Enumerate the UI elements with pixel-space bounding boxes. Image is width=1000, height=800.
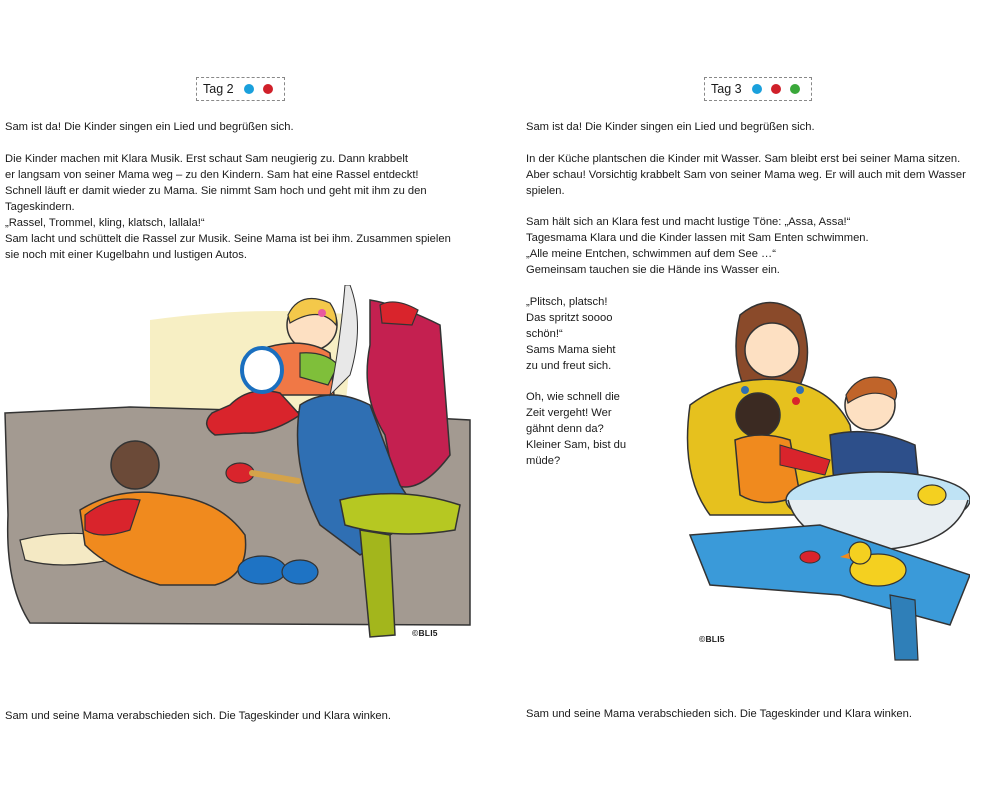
red-dot-icon [771, 84, 781, 94]
quote-line: schön!“ [526, 328, 563, 340]
story-line: Aber schau! Vorsichtig krabbelt Sam von seiner Mama weg. Er will auch mit dem Wasser [526, 169, 966, 181]
blue-dot-icon [244, 84, 254, 94]
intro-text: Sam ist da! Die Kinder singen ein Lied und begrüßen sich. [5, 121, 294, 133]
day-label: Tag 3 [711, 82, 742, 96]
story-line: In der Küche plantschen die Kinder mit Wasser. Sam bleibt erst bei seiner Mama sitzen. [526, 153, 961, 165]
quote-line: Sams Mama sieht [526, 344, 616, 356]
story-line: Sam lacht und schüttelt die Rassel zur Musik. Seine Mama ist bei ihm. Zusammen spielen [5, 233, 451, 245]
story-line: spielen. [526, 185, 565, 197]
day-label: Tag 2 [203, 82, 234, 96]
music-play-illustration [0, 285, 480, 655]
red-dot-icon [263, 84, 273, 94]
story-line: Tagesmama Klara und die Kinder lassen mit Sam Enten schwimmen. [526, 232, 869, 244]
question-line: Zeit vergeht! Wer [526, 407, 612, 419]
story-line: „Alle meine Entchen, schwimmen auf dem See …“ [526, 248, 776, 260]
question-line: Oh, wie schnell die [526, 391, 620, 403]
green-dot-icon [790, 84, 800, 94]
story-line: „Rassel, Trommel, kling, klatsch, lallala!“ [5, 217, 205, 229]
story-line: sie noch mit einer Kugelbahn und lustigen Autos. [5, 249, 247, 261]
copyright-note: ©BLI5 [699, 634, 725, 644]
quote-line: Das spritzt soooo [526, 312, 613, 324]
quote-line: zu und freut sich. [526, 360, 612, 372]
question-line: müde? [526, 455, 561, 467]
story-line: Sam hält sich an Klara fest und macht lustige Töne: „Assa, Assa!“ [526, 216, 851, 228]
intro-text: Sam ist da! Die Kinder singen ein Lied und begrüßen sich. [526, 121, 815, 133]
question-paragraph [526, 389, 626, 469]
blue-dot-icon [752, 84, 762, 94]
story-paragraph-2 [526, 214, 869, 278]
day-badge [704, 77, 812, 101]
question-line: Kleiner Sam, bist du [526, 439, 627, 451]
story-line: Schnell läuft er damit wieder zu Mama. Sie nimmt Sam hoch und geht mit ihm zu den [5, 185, 427, 197]
copyright-note: ©BLI5 [412, 628, 438, 638]
story-paragraph [5, 151, 451, 263]
quote-line: „Plitsch, platsch! [526, 296, 608, 308]
quote-paragraph [526, 294, 616, 374]
story-line: er langsam von seiner Mama weg – zu den Kindern. Sam hat eine Rassel entdeckt! [5, 169, 419, 181]
question-line: gähnt denn da? [526, 423, 604, 435]
closing-text: Sam und seine Mama verabschieden sich. Die Tageskinder und Klara winken. [526, 708, 912, 720]
day-badge [196, 77, 285, 101]
story-line: Tageskindern. [5, 201, 75, 213]
right-page [500, 0, 1000, 800]
closing-text: Sam und seine Mama verabschieden sich. Die Tageskinder und Klara winken. [5, 710, 391, 722]
story-paragraph [526, 151, 966, 199]
water-play-illustration [650, 295, 970, 665]
story-line: Gemeinsam tauchen sie die Hände ins Wasser ein. [526, 264, 780, 276]
story-line: Die Kinder machen mit Klara Musik. Erst schaut Sam neugierig zu. Dann krabbelt [5, 153, 408, 165]
pacifier [800, 551, 820, 563]
